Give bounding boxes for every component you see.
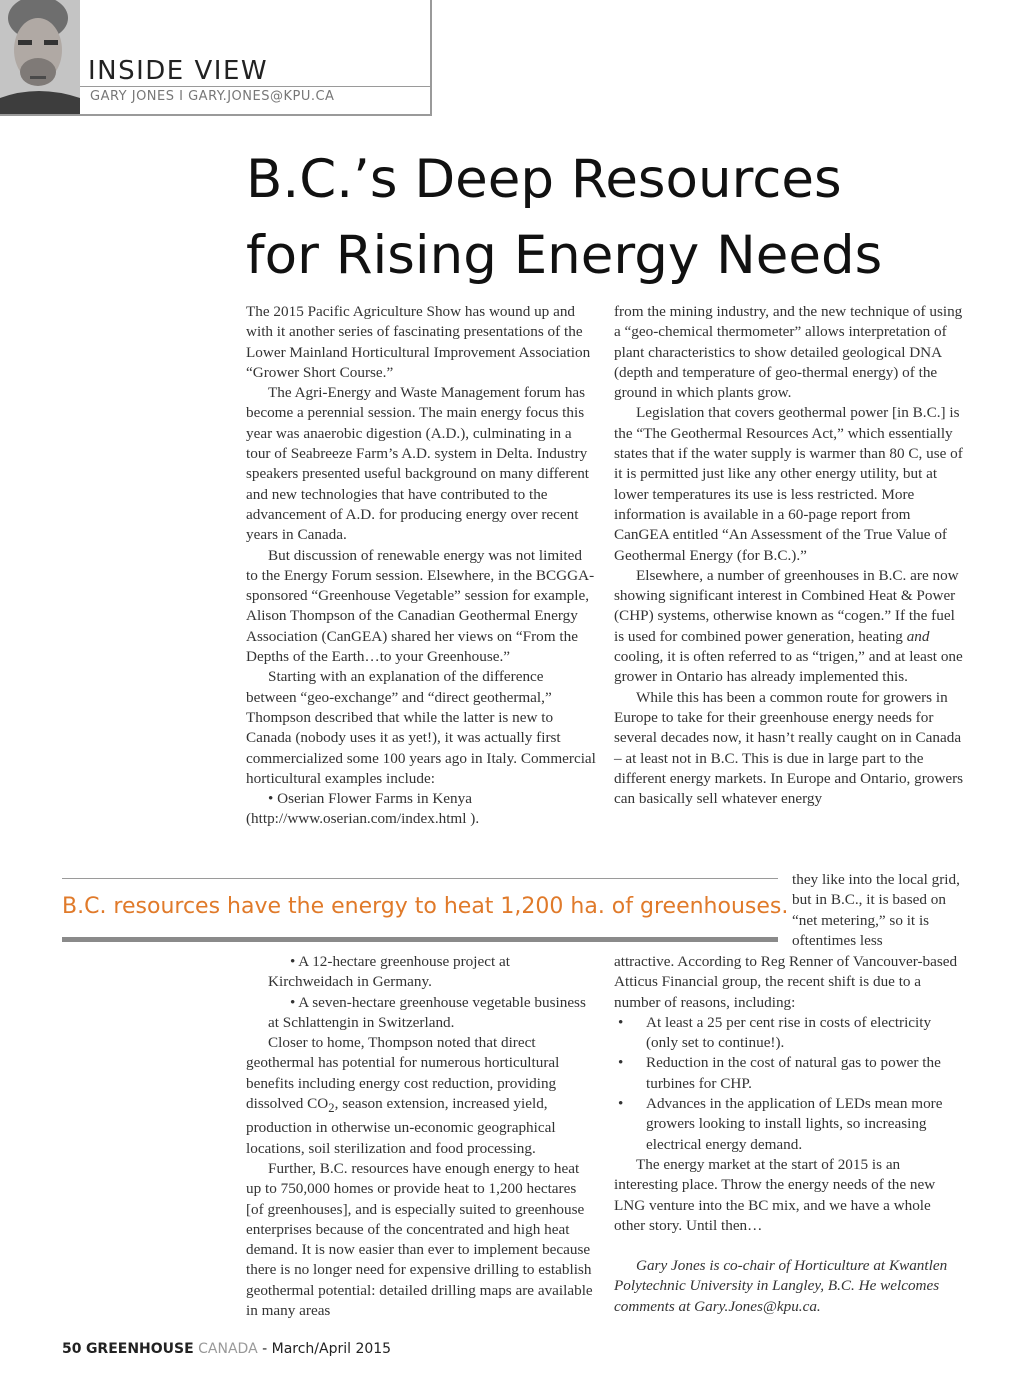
column-header bbox=[0, 0, 432, 116]
bullet-mark: • bbox=[618, 1054, 624, 1072]
bullet-text: Advances in the application of LEDs mean more growers looking to install lights, so increasing electrical energy demand. bbox=[646, 1095, 943, 1153]
column-2-top bbox=[614, 302, 964, 809]
bullet-text: At least a 25 per cent rise in costs of electricity (only set to continue!). bbox=[646, 1013, 932, 1052]
bullet-item: • A 12-hectare greenhouse project at Kirchweidach in Germany. bbox=[268, 953, 510, 991]
column-1-bottom bbox=[246, 952, 596, 1321]
column-1-top bbox=[246, 302, 596, 830]
emphasis: and bbox=[906, 627, 930, 645]
paragraph: from the mining industry, and the new technique of using a “geo-chemical thermometer” allows interpretation of plant characteristics to show detailed geological DNA (depth and temperature of geo-thermal energy) of the ground in which plants grow. bbox=[614, 303, 963, 402]
headline bbox=[246, 142, 986, 294]
paragraph: Further, B.C. resources have enough energy to heat up to 750,000 homes or provide heat to 1,200 hectares [of greenhouses], and is especially suited to greenhouse enterprises because of the concentrated and high heat demand. It is now easier than ever to implement because there is no longer need for expensive drilling to establish geothermal potential: detailed drilling maps are available in many areas bbox=[246, 1160, 593, 1320]
column-title: INSIDE VIEW bbox=[88, 56, 269, 86]
headline-line-2: for Rising Energy Needs bbox=[246, 225, 883, 286]
pullquote-top-rule bbox=[62, 878, 778, 879]
headline-line-1: B.C.’s Deep Resources bbox=[246, 149, 842, 210]
paragraph: Legislation that covers geothermal power [in B.C.] is the “The Geothermal Resources Act,” which essentially states that if the water supply is warmer than 80 C, use of it is permitted just like any other energy utility, but at lower temperatures its use is less restricted. More information is available in a 60-page report from CanGEA entitled “An Assessment of the True Value of Geothermal Energy (for B.C.).” bbox=[614, 404, 963, 564]
author-bio: Gary Jones is co-chair of Horticulture at Kwantlen Polytechnic University in Langley, B.C. He welcomes comments at Gary.Jones@kpu.ca. bbox=[614, 1257, 948, 1315]
bullet-item bbox=[614, 1013, 964, 1054]
bullet-mark: • bbox=[618, 1013, 624, 1031]
page-number: 50 bbox=[62, 1341, 82, 1357]
paragraph-text: , season extension, increased yield, production in otherwise un-economic geographical locations, soil sterilization and food processing. bbox=[246, 1095, 556, 1157]
page-footer bbox=[62, 1339, 391, 1359]
bullet-item bbox=[614, 1094, 964, 1155]
magazine-country: CANADA bbox=[198, 1341, 258, 1357]
paragraph: But discussion of renewable energy was not limited to the Energy Forum session. Elsewhere, in the BCGGA-sponsored “Greenhouse Vegetable” session for example, Alison Thompson of the Canadian Geothermal Energy Association (CanGEA) shared her views on “From the Depths of the Earth…to your Greenhouse.” bbox=[246, 546, 595, 666]
paragraph: The energy market at the start of 2015 is an interesting place. Throw the energy needs of the new LNG venture into the BC mix, and we have a whole other story. Until then… bbox=[614, 1155, 936, 1234]
column-2-bottom bbox=[614, 952, 964, 1317]
bullet-item: • Oserian Flower Farms in Kenya bbox=[268, 790, 472, 808]
bullet-url: (http://www.oserian.com/index.html ). bbox=[246, 810, 480, 828]
author-photo bbox=[0, 0, 80, 114]
paragraph-text: Elsewhere, a number of greenhouses in B.C. are now showing significant interest in Combined Heat & Power (CHP) systems, otherwise known as “cogen.” If the fuel is used for combined power generation, heating bbox=[614, 566, 959, 645]
subscript: 2 bbox=[328, 1101, 335, 1116]
paragraph bbox=[614, 566, 964, 688]
paragraph: The 2015 Pacific Agriculture Show has wound up and with it another series of fascinating presentations of the Lower Mainland Horticultural Improvement Association “Grower Short Course.” bbox=[246, 303, 591, 381]
paragraph: Starting with an explanation of the difference between “geo-exchange” and “direct geothermal,” Thompson described that while the latter is new to Canada (nobody uses it as yet!), it was actually first commercialized some 100 years ago in Italy. Commercial horticultural examples include: bbox=[246, 668, 596, 787]
bullet-item bbox=[614, 1053, 964, 1094]
header-rule bbox=[80, 86, 430, 87]
paragraph-text: cooling, it is often referred to as “trigen,” and at least one grower in Ontario has already implemented this. bbox=[614, 648, 963, 686]
paragraph: attractive. According to Reg Renner of Vancouver-based Atticus Financial group, the recent shift is due to a number of reasons, including: bbox=[614, 953, 958, 1011]
pullquote: B.C. resources have the energy to heat 1,200 ha. of greenhouses. bbox=[62, 894, 789, 919]
bullet-mark: • bbox=[618, 1095, 624, 1113]
magazine-name: GREENHOUSE bbox=[85, 1341, 194, 1357]
paragraph: While this has been a common route for growers in Europe to take for their greenhouse energy needs for several decades now, it hasn’t really caught on in Canada – at least not in B.C. This is due in large part to the different energy markets. In Europe and Ontario, growers can basically sell whatever energy bbox=[614, 688, 964, 808]
byline: GARY JONES I GARY.JONES@KPU.CA bbox=[90, 89, 335, 104]
paragraph: The Agri-Energy and Waste Management forum has become a perennial session. The main energy focus this year was anaerobic digestion (A.D.), culminating in a tour of Seabreeze Farm’s A.D. system in Delta. Industry speakers presented useful background on many different and new technologies that have contributed to the advancement of A.D. for producing energy over recent years in Canada. bbox=[246, 384, 590, 544]
wrapped-text: they like into the local grid, but in B.C., it is based on “net metering,” so it is oftentimes less bbox=[792, 871, 960, 949]
bullet-text: Reduction in the cost of natural gas to power the turbines for CHP. bbox=[646, 1054, 941, 1092]
issue-date: - March/April 2015 bbox=[262, 1341, 392, 1357]
paragraph bbox=[246, 1033, 596, 1159]
bullet-item: • A seven-hectare greenhouse vegetable business at Schlattengin in Switzerland. bbox=[268, 993, 586, 1031]
paragraph-text: Closer to home, Thompson noted that direct geothermal has potential for numerous horticultural benefits including energy cost reduction, providing dissolved CO bbox=[246, 1034, 560, 1113]
pullquote-bottom-rule bbox=[62, 937, 778, 942]
avatar bbox=[0, 0, 80, 114]
